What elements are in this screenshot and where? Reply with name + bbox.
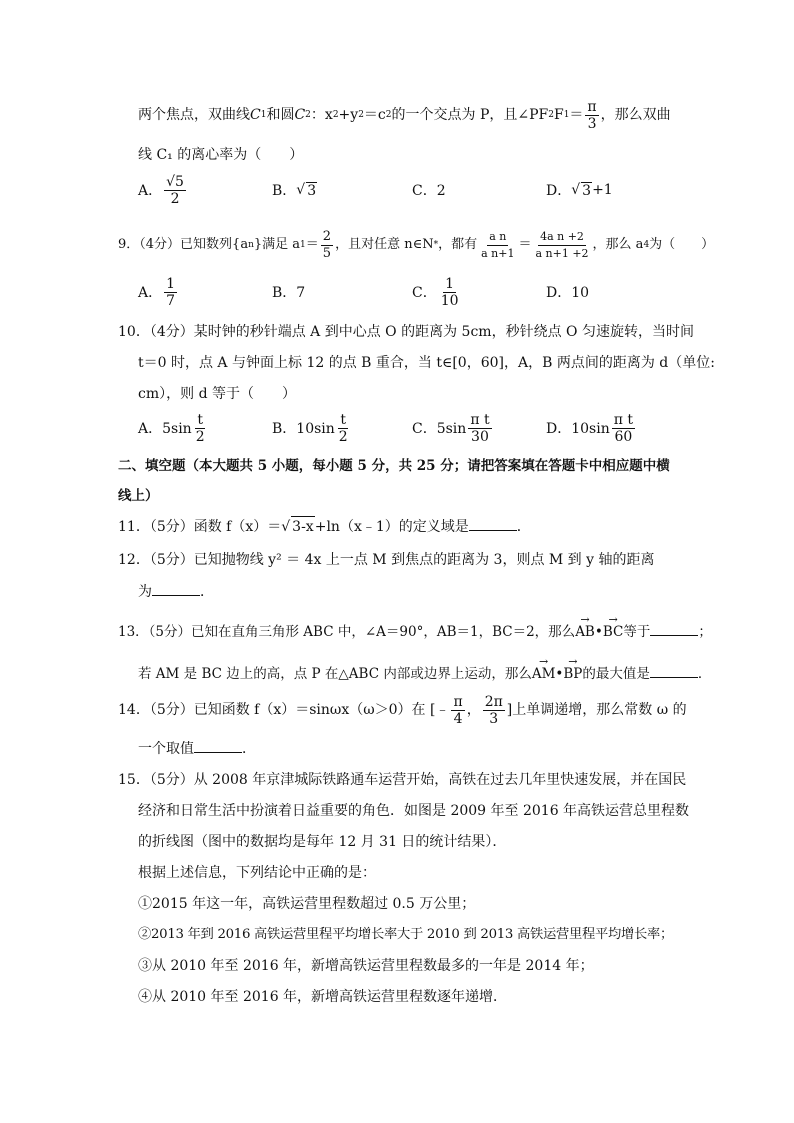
q14-line2 [138,738,256,759]
q10-optc-frac [468,412,491,445]
q8-sup: 2 [332,110,339,120]
q10-optd-frac [612,412,635,445]
q9-text: ＝ [518,237,532,252]
q11-text: 11．（5分）函数 f（x）＝ [118,519,282,535]
q9-option-d: D．10 [546,285,590,301]
q8-line2: 线 C₁ 的离心率为（ ） [138,147,304,163]
q15-line1: 15．（5分）从 2008 年京津城际铁路通车运营开始，高铁在过去几年里快速发展，并在国民 [118,772,687,788]
q8-text: F [553,107,564,123]
opt-text: +1 [592,182,613,198]
q13-line1 [118,620,712,642]
q10-option-a [138,408,209,448]
frac-num: 4a n +2 [538,229,586,246]
opt-label: B．10sin [272,421,335,437]
frac-den: 5 [322,245,332,261]
q13-text: ； [698,624,712,640]
q8-angle-frac [585,99,598,132]
q8-text: ，那么双曲 [600,107,671,123]
opt-label: A． [138,183,163,199]
vector-ab: → AB [575,620,595,642]
q15-statement-1: ①2015 年这一年，高铁运营里程数超过 0.5 万公里； [138,896,476,912]
q15-statement-2: ②2013 年到 2016 高铁运营里程平均增长率大于 2010 到 2013 高铁运营里程平均增长率； [138,927,673,942]
q9-text: 9．（4分）已知数列{a [118,237,249,252]
q9-option-c [412,272,463,312]
q10-line2: t＝0 时，点 A 与钟面上标 12 的点 B 重合，当 t∈[0，60]，A，B 两点间的距离为 d（单位: [138,355,715,371]
q10-option-b [272,408,352,448]
frac-den: 10 [440,292,459,309]
q8-c1: C [250,107,261,123]
q9-text: 为（ ） [649,237,715,252]
q11-line: 11．（5分）函数 f（x）＝√ 3-x+ln（x﹣1）的定义域是 ． [118,516,531,537]
vector-bp: → BP [563,662,582,684]
q9-opta-frac [164,276,177,309]
q8-option-d: D． √ 3 +1 [546,182,613,199]
opt-label: C． [412,285,437,301]
q12-line1: 12．（5分）已知抛物线 y² ＝ 4x 上一点 M 到焦点的距离为 3，则点 M 到 y 轴的距离 [118,552,655,568]
q13-text: 若 AM 是 BC 边上的高，点 P 在△ABC 内部或边界上运动，那么 [138,666,532,682]
frac-den: 2 [195,428,205,445]
q15-statement-4: ④从 2010 年至 2016 年，新增高铁运营里程数逐年递增． [138,989,508,1005]
q12-text: 为 [138,584,152,600]
q9-text: }满足 a [253,237,301,252]
frac-num: π t [470,411,490,428]
q9-lhs-frac [479,229,516,262]
q14-frac2 [483,694,505,727]
q10-options [138,408,698,448]
q9-optc-frac [439,276,461,309]
q14-text: ． [242,741,256,757]
frac-num: 1 [445,275,455,292]
sqrt-content: 3 [582,182,592,199]
q13-text: • [555,666,564,682]
answer-blank[interactable] [469,516,517,531]
answer-blank[interactable] [650,663,698,678]
frac-num: π [587,98,597,115]
q8-text: ＝c [363,107,386,123]
q8-text: 两个焦点，双曲线 [138,107,250,123]
q8-text: ＝ [569,107,584,123]
opt-label: D．10sin [546,421,610,437]
q10-optb-frac [337,412,350,445]
q12-line2 [138,581,214,602]
sqrt-content: 3-x [291,516,315,537]
frac-den: a n+1 +2 [535,246,589,260]
q13-text: • [594,624,603,640]
section-heading: 二、填空题（本大题共 5 小题，每小题 5 分，共 25 分；请把答案填在答题卡中相应题中横 [118,458,670,474]
answer-blank[interactable] [152,581,200,596]
opt-label: A． [138,285,163,301]
q10-option-d [546,408,637,448]
q9-a1-frac [321,229,333,262]
q9-sub: 1 [300,240,306,250]
frac-den: 3 [587,115,597,132]
opt-label: C．5sin [412,421,467,437]
q15-statement-3: ③从 2010 年至 2016 年，新增高铁运营里程数最多的一年是 2014 年； [138,958,594,974]
q11-text: +ln（x﹣1）的定义域是 [314,519,469,535]
frac-num: 1 [166,275,176,292]
q8-option-c: C．2 [412,183,446,199]
q8-opta-frac [164,174,186,207]
frac-num: t [197,411,203,428]
q13-text: ． [697,666,712,682]
answer-blank[interactable] [650,621,698,636]
q8-c2: C [294,107,306,123]
frac-den: 7 [166,292,176,309]
frac-num: t [340,411,347,428]
q8-line1 [138,100,671,130]
q8-sup: 2 [358,110,364,120]
q9-options [138,272,698,312]
q14-text: 14．（5分）已知函数 f（x）＝sinωx（ω＞0）在 [﹣ [118,702,450,718]
q15-line4: 根据上述信息，下列结论中正确的是： [138,865,376,881]
frac-num: 2 [322,228,332,244]
q10-line1: 10．（4分）某时钟的秒针端点 A 到中心点 O 的距离为 5cm，秒针绕点 O 匀速旋转，当时间 [118,324,694,340]
q14-text: ]上单调递增，那么常数 ω 的 [506,702,687,718]
q8-text: 和圆 [266,107,295,123]
frac-den: a n+1 [481,246,515,260]
q10-option-c [412,408,494,448]
q10-line3: cm），则 d 等于（ ） [138,386,296,402]
opt-label: A．5sin [138,421,192,437]
q14-text: ， [466,702,481,718]
vector-am: → AM [532,662,556,684]
frac-num: 2π [484,693,503,710]
frac-num: π [453,693,463,710]
q9-option-b: B．7 [272,285,306,301]
q9-rhs-frac [533,229,590,262]
q13-text: 等于 [623,624,651,640]
q8-sup: 2 [385,110,392,120]
frac-num: √5 [166,173,184,190]
q9-text: ，且对任意 n∈N [335,237,434,252]
q10-opta-frac [194,412,207,445]
q8-option-b: B． √ 3 [272,182,317,199]
vector-bc: → BC [603,620,624,642]
q8-text: ：x [310,107,333,123]
q13-text: 13．（5分）已知在直角三角形 ABC 中，∠A＝90°，AB＝1，BC＝2，那么 [118,624,576,640]
section-heading-cont: 线上） [118,488,159,504]
frac-den: 2 [338,428,348,445]
q8-sub: 1 [563,110,570,120]
q9-text: ，那么 a [592,237,644,252]
frac-num: a n [487,229,508,246]
q13-line2 [138,662,711,684]
q8-text: +y [338,107,359,123]
opt-label: B． [272,183,297,199]
q9-line [118,228,714,262]
q11-text: ． [516,519,531,535]
q8-text: 的一个交点为 P，且∠PF [391,107,549,123]
q9-text: ＝ [305,237,319,252]
q8-sub: 2 [548,110,554,120]
opt-label: D． [546,183,572,199]
frac-num: π t [613,411,633,428]
answer-blank[interactable] [194,738,242,753]
q14-frac1 [451,694,464,727]
q8-sub: 1 [260,110,267,120]
q14-line1 [118,690,687,730]
q8-options [138,170,698,210]
q8-option-a [138,170,188,210]
frac-den: 4 [453,710,463,727]
frac-den: 2 [170,190,180,207]
q12-text: ． [200,584,214,600]
q9-option-a [138,272,179,312]
frac-den: 30 [471,428,489,445]
q9-sup: * [433,240,439,250]
frac-den: 60 [614,428,633,445]
frac-den: 3 [489,710,499,727]
q9-text: ，都有 [438,237,478,252]
q9-sub: 4 [643,240,650,250]
q13-text: 的最大值是 [582,666,650,682]
q15-line2: 经济和日常生活中扮演着日益重要的角色．如图是 2009 年至 2016 年高铁运营总里程数 [138,803,690,819]
q8-sub: 2 [305,110,311,120]
q9-sub: n [248,240,254,250]
q15-line3: 的折线图（图中的数据均是每年 12 月 31 日的统计结果）． [138,834,507,850]
sqrt-content: 3 [307,182,317,199]
q14-text: 一个取值 [138,741,194,757]
